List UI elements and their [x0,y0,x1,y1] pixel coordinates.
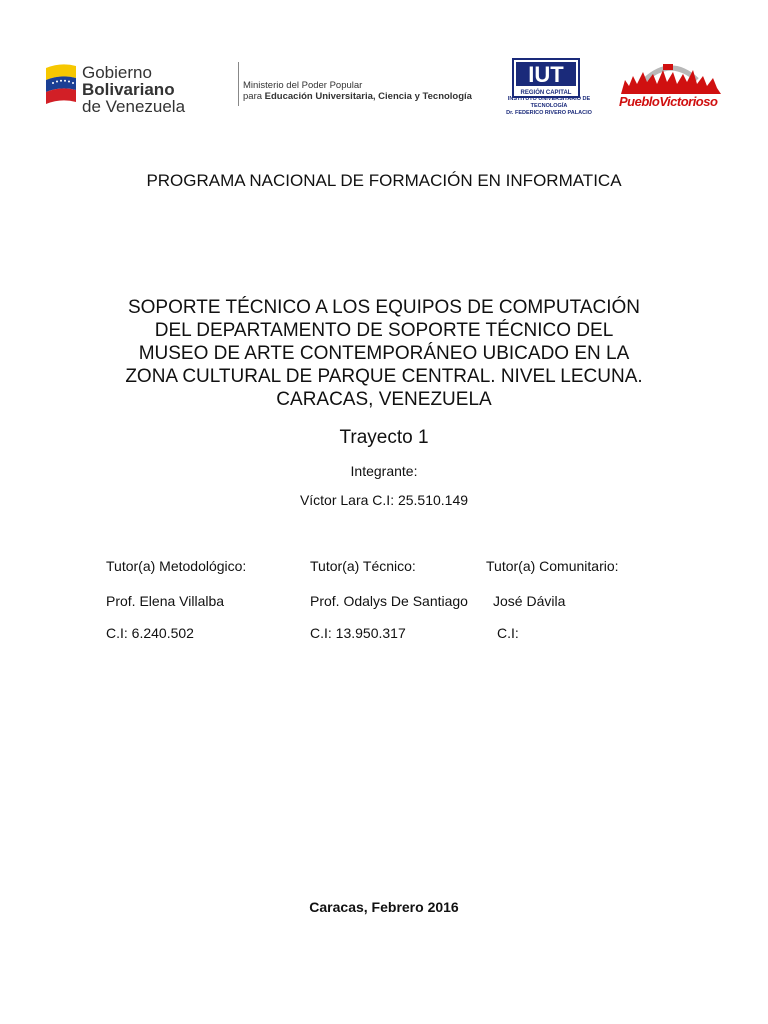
ministerio-text [243,80,472,102]
pueblo-victorioso-logo [617,58,725,114]
integrante-label: Integrante: [350,463,418,479]
iut-logo-text: IUT [528,62,564,87]
fecha-lugar: Caracas, Febrero 2016 [309,899,459,915]
project-title-line: DEL DEPARTAMENTO DE SOPORTE TÉCNICO DEL [154,320,614,341]
tutor-comunitario-role: Tutor(a) Comunitario: [486,558,619,574]
iut-subtitle [490,96,608,117]
tutor-tecnico-ci: C.I: 13.950.317 [310,625,406,641]
tutor-tecnico-role: Tutor(a) Técnico: [310,558,416,574]
programa-title: PROGRAMA NACIONAL DE FORMACIÓN EN INFORMATICA [146,171,622,190]
gobierno-bolivariano-text [82,64,244,115]
ministerio-line2-prefix: para [243,91,265,102]
iut-line1: INSTITUTO UNIVERSITARIO DE TECNOLOGÍA [507,96,591,109]
ministerio-line2-bold: Educación Universitaria, Ciencia y Tecnología [264,91,472,102]
gobierno-line1-bold: Bolivariano [82,80,175,99]
ministerio-line1: Ministerio del Poder Popular [243,80,363,91]
project-title-line: SOPORTE TÉCNICO A LOS EQUIPOS DE COMPUTACIÓN [127,297,641,318]
iut-emblem-icon [512,58,580,98]
tutor-metodologico-name: Prof. Elena Villalba [106,593,225,609]
project-title [0,296,768,411]
tutor-metodologico-role: Tutor(a) Metodológico: [106,558,247,574]
tutor-tecnico-name: Prof. Odalys De Santiago [310,593,468,609]
gobierno-line1-prefix: Gobierno [82,63,152,82]
gobierno-line2: de Venezuela [82,97,186,116]
iut-region-text: REGIÓN CAPITAL [520,90,572,96]
document-header [0,0,768,130]
integrante-name: Víctor Lara C.I: 25.510.149 [299,492,469,508]
tutor-comunitario-name: José Dávila [493,593,566,609]
tutor-metodologico-ci: C.I: 6.240.502 [106,625,194,641]
trayecto-label: Trayecto 1 [339,427,429,448]
project-title-line: CARACAS, VENEZUELA [276,389,492,410]
iut-line2: Dr. FEDERICO RIVERO PALACIO [506,110,592,116]
iut-logo [490,56,608,116]
pueblo-victorioso-text: PuebloVictorioso [619,94,718,109]
venezuela-flag-icon [44,60,78,104]
project-title-line: MUSEO DE ARTE CONTEMPORÁNEO UBICADO EN LA [138,343,630,364]
gobierno-bolivariano-logo [44,56,244,116]
header-divider [238,62,239,106]
project-title-line: ZONA CULTURAL DE PARQUE CENTRAL. NIVEL LECUNA. [125,366,643,387]
crowd-icon [617,58,725,98]
tutor-comunitario-ci: C.I: [497,625,519,641]
